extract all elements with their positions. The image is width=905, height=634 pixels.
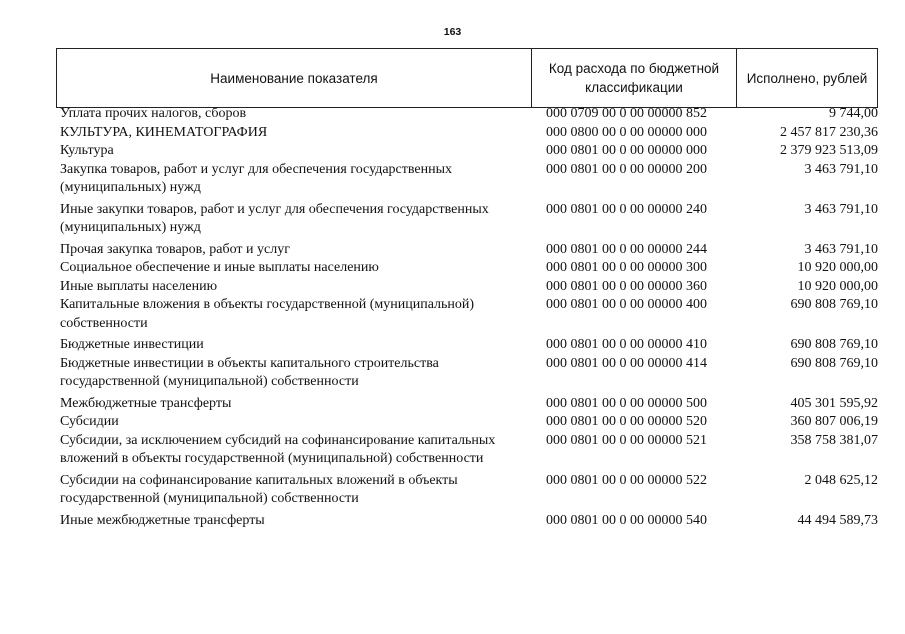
table-row [60,296,878,333]
row-amount: 3 463 791,10 [804,161,878,177]
row-name: Прочая закупка товаров, работ и услуг [60,241,290,257]
row-code: 000 0801 00 0 00 00000 400 [546,297,707,312]
row-amount: 2 048 625,12 [804,472,878,488]
row-code: 000 0801 00 0 00 00000 521 [546,432,707,448]
row-code: 000 0801 00 0 00 00000 410 [546,337,707,352]
row-code: 000 0801 00 0 00 00000 500 [546,395,707,411]
row-amount: 358 758 381,07 [790,432,878,448]
row-amount: 10 920 000,00 [797,278,878,294]
table-row [60,105,878,124]
row-amount: 9 744,00 [829,106,878,121]
row-code: 000 0801 00 0 00 00000 522 [546,472,707,488]
table-row [60,161,878,198]
row-code: 000 0801 00 0 00 00000 300 [546,260,707,275]
row-name: Бюджетные инвестиции [60,337,204,352]
row-name: Иные межбюджетные трансферты [60,512,265,528]
row-code: 000 0801 00 0 00 00000 414 [546,355,707,371]
header-name-column: Наименование показателя [57,49,532,107]
row-name: Иные выплаты населению [60,278,218,294]
row-name: Субсидии на софинансирование капитальных вложений в объекты государственной (муниципальной) собственности [60,472,458,506]
table-row [60,472,878,509]
page-number: 163 [443,26,462,38]
row-amount: 690 808 769,10 [790,355,878,371]
row-name: КУЛЬТУРА, КИНЕМАТОГРАФИЯ [60,124,268,140]
row-name: Межбюджетные трансферты [60,395,232,411]
table-row [60,201,878,238]
table-row [60,278,878,297]
row-code: 000 0800 00 0 00 00000 000 [546,124,707,140]
table-body [60,105,878,530]
row-code: 000 0801 00 0 00 00000 520 [546,414,707,429]
row-name: Социальное обеспечение и иные выплаты населению [60,260,379,275]
table-row [60,241,878,260]
header-code-column: Код расхода по бюджетной классификации [532,49,737,107]
row-amount: 405 301 595,92 [790,395,878,411]
row-amount: 3 463 791,10 [804,241,878,257]
row-amount: 690 808 769,10 [790,337,878,352]
row-name: Уплата прочих налогов, сборов [60,106,247,121]
row-amount: 44 494 589,73 [797,512,878,528]
row-code: 000 0801 00 0 00 00000 240 [546,201,707,217]
row-name: Культура [60,143,114,158]
table-row [60,355,878,392]
table-row [60,413,878,432]
table-row [60,336,878,355]
row-name: Иные закупки товаров, работ и услуг для обеспечения государственных (муниципальных) нужд [60,201,489,235]
row-code: 000 0801 00 0 00 00000 540 [546,512,707,528]
row-name: Капитальные вложения в объекты государственной (муниципальной) собственности [60,297,475,331]
table-header [56,48,878,108]
table-row [60,124,878,143]
row-code: 000 0801 00 0 00 00000 200 [546,161,707,177]
header-amount-column: Исполнено, рублей [746,70,868,86]
row-name: Бюджетные инвестиции в объекты капитального строительства государственной (муниципальной) собственности [60,355,439,389]
table-row [60,142,878,161]
row-name: Субсидии, за исключением субсидий на софинансирование капитальных вложений в объекты государственной (муниципальной) собственности [60,432,496,466]
row-code: 000 0709 00 0 00 00000 852 [546,106,707,121]
row-amount: 3 463 791,10 [804,201,878,217]
row-name: Субсидии [60,414,119,429]
table-row [60,432,878,469]
row-amount: 2 457 817 230,36 [780,124,878,140]
row-name: Закупка товаров, работ и услуг для обеспечения государственных (муниципальных) нужд [60,161,453,195]
row-amount: 690 808 769,10 [790,297,878,312]
row-amount: 10 920 000,00 [797,260,878,275]
table-row [60,395,878,414]
row-amount: 360 807 006,19 [790,414,878,429]
row-amount: 2 379 923 513,09 [780,143,878,158]
row-code: 000 0801 00 0 00 00000 000 [546,143,707,158]
table-row [60,512,878,531]
row-code: 000 0801 00 0 00 00000 244 [546,241,707,257]
table-row [60,259,878,278]
row-code: 000 0801 00 0 00 00000 360 [546,278,707,294]
